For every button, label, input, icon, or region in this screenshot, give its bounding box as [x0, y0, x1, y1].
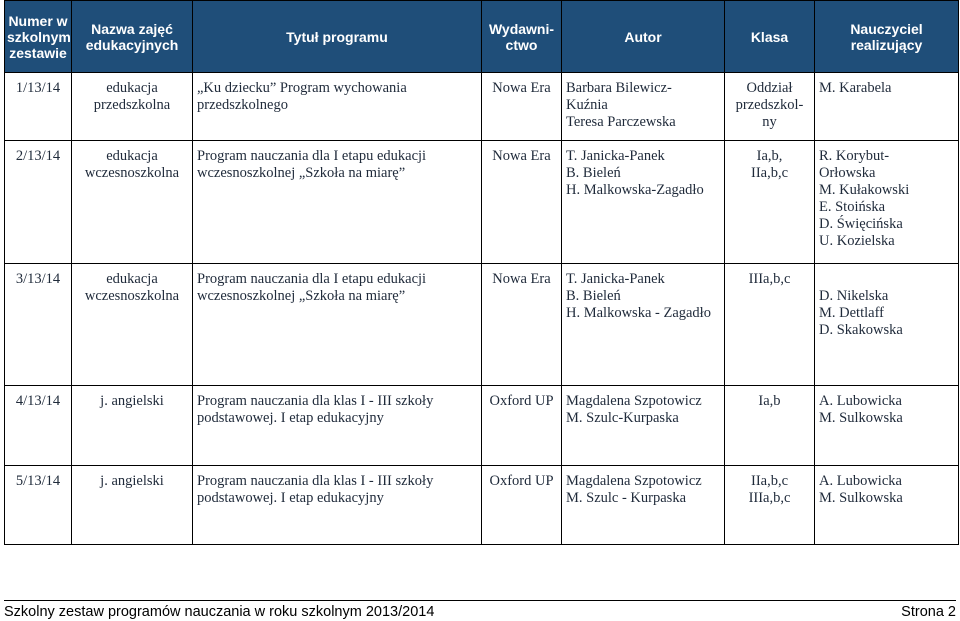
programs-table	[4, 0, 959, 545]
cell-autor-line: M. Szulc-Kurpaska	[566, 410, 679, 426]
cell-nauczyciel-line: M. Karabela	[819, 80, 892, 96]
table-row	[5, 73, 959, 141]
cell-nazwa-line: wczesnoszkolna	[84, 288, 180, 304]
cell-nauczyciel	[815, 386, 959, 466]
cell-klasa-line: IIIa,b,c	[748, 271, 791, 287]
cell-numer	[5, 466, 72, 545]
cell-klasa-line: ny	[762, 114, 777, 130]
cell-nazwa-line: wczesnoszkolna	[84, 165, 180, 181]
cell-tytul-line: podstawowej. I etap edukacyjny	[197, 490, 384, 506]
cell-autor	[562, 466, 725, 545]
cell-klasa-line: IIIa,b,c	[748, 490, 791, 506]
cell-autor-line: B. Bieleń	[566, 288, 621, 304]
cell-klasa-line: IIa,b,c	[750, 473, 789, 489]
cell-tytul-line: „Ku dziecku” Program wychowania	[197, 80, 407, 96]
cell-nauczyciel-line: E. Stoińska	[819, 199, 886, 215]
cell-nazwa	[72, 466, 193, 545]
header-nauczyciel: Nauczyciel realizujący	[815, 1, 959, 73]
header-row	[5, 1, 959, 73]
cell-tytul	[193, 466, 482, 545]
cell-nauczyciel-line: M. Sulkowska	[819, 410, 903, 426]
cell-wydawnictwo	[482, 73, 562, 141]
cell-nazwa	[72, 386, 193, 466]
cell-nauczyciel-line: D. Święcińska	[819, 216, 903, 232]
cell-wydawnictwo	[482, 264, 562, 386]
cell-autor-line: T. Janicka-Panek	[566, 148, 665, 164]
cell-nazwa-line: przedszkolna	[93, 97, 171, 113]
cell-nazwa-line: j. angielski	[100, 473, 164, 489]
cell-autor	[562, 386, 725, 466]
cell-numer-text: 2/13/14	[15, 148, 61, 164]
cell-nauczyciel-line: U. Kozielska	[819, 233, 895, 249]
cell-tytul	[193, 386, 482, 466]
cell-tytul-line: podstawowej. I etap edukacyjny	[197, 410, 384, 426]
cell-klasa	[725, 141, 815, 264]
header-nazwa: Nazwa zajęć edukacyjnych	[72, 1, 193, 73]
cell-wydawnictwo-text: Oxford UP	[489, 393, 554, 409]
cell-numer-text: 3/13/14	[15, 271, 61, 287]
cell-tytul-line: wczesnoszkolnej „Szkoła na miarę”	[197, 165, 406, 181]
cell-nauczyciel-line: M. Dettlaff	[819, 305, 884, 321]
footer-title: Szkolny zestaw programów nauczania w roku szkolnym 2013/2014	[4, 604, 435, 620]
cell-nauczyciel	[815, 73, 959, 141]
cell-nauczyciel-line: D. Nikelska	[819, 288, 889, 304]
cell-nauczyciel	[815, 466, 959, 545]
header-tytul: Tytuł programu	[193, 1, 482, 73]
header-wydawnictwo: Wydawni-ctwo	[482, 1, 562, 73]
cell-autor-line: M. Szulc - Kurpaska	[566, 490, 687, 506]
cell-tytul-line: Program nauczania dla klas I - III szkoły	[197, 393, 434, 409]
table-row	[5, 466, 959, 545]
table-row	[5, 141, 959, 264]
cell-autor-line: Barbara Bilewicz-	[566, 80, 672, 96]
cell-nazwa	[72, 141, 193, 264]
cell-numer	[5, 141, 72, 264]
cell-wydawnictwo	[482, 386, 562, 466]
table-row	[5, 386, 959, 466]
cell-klasa	[725, 386, 815, 466]
cell-tytul	[193, 73, 482, 141]
header-klasa: Klasa	[725, 1, 815, 73]
cell-klasa	[725, 466, 815, 545]
cell-autor	[562, 73, 725, 141]
table-row	[5, 264, 959, 386]
cell-tytul-line: Program nauczania dla klas I - III szkoły	[197, 473, 434, 489]
cell-klasa-line: Ia,b	[758, 393, 781, 409]
cell-autor	[562, 141, 725, 264]
cell-nazwa-line: edukacja	[106, 271, 158, 287]
cell-numer-text: 1/13/14	[15, 80, 61, 96]
cell-nauczyciel-line: R. Korybut-	[819, 148, 890, 164]
cell-nauczyciel-line: M. Kułakowski	[819, 182, 910, 198]
cell-wydawnictwo-text: Nowa Era	[492, 271, 551, 287]
cell-wydawnictwo-text: Nowa Era	[492, 80, 551, 96]
cell-nazwa-line: j. angielski	[100, 393, 164, 409]
cell-numer	[5, 264, 72, 386]
cell-autor-line: Magdalena Szpotowicz	[566, 393, 702, 409]
cell-nazwa	[72, 264, 193, 386]
cell-wydawnictwo	[482, 466, 562, 545]
cell-autor-line: Magdalena Szpotowicz	[566, 473, 702, 489]
cell-klasa-line: Ia,b,	[756, 148, 783, 164]
cell-autor-line: H. Malkowska - Zagadło	[566, 305, 711, 321]
cell-tytul	[193, 141, 482, 264]
header-numer: Numer w szkolnym zestawie	[5, 1, 72, 73]
cell-tytul-line: Program nauczania dla I etapu edukacji	[197, 148, 427, 164]
cell-autor-line: Teresa Parczewska	[566, 114, 676, 130]
cell-autor-line: T. Janicka-Panek	[566, 271, 665, 287]
cell-numer-text: 5/13/14	[15, 473, 61, 489]
cell-tytul-line: przedszkolnego	[197, 97, 288, 113]
cell-wydawnictwo-text: Nowa Era	[492, 148, 551, 164]
cell-autor-line: B. Bieleń	[566, 165, 621, 181]
cell-klasa	[725, 73, 815, 141]
cell-wydawnictwo-text: Oxford UP	[489, 473, 554, 489]
cell-nauczyciel-line: D. Skakowska	[819, 322, 903, 338]
cell-tytul-line: Program nauczania dla I etapu edukacji	[197, 271, 427, 287]
cell-nazwa-line: edukacja	[106, 80, 158, 96]
cell-klasa-line: przedszkol-	[735, 97, 804, 113]
cell-nauczyciel-line	[819, 271, 954, 288]
cell-nazwa-line: edukacja	[106, 148, 158, 164]
cell-numer	[5, 73, 72, 141]
cell-numer-text: 4/13/14	[15, 393, 61, 409]
cell-autor	[562, 264, 725, 386]
page-number: Strona 2	[901, 604, 956, 620]
page-footer	[4, 600, 956, 620]
cell-nauczyciel	[815, 141, 959, 264]
cell-nauczyciel	[815, 264, 959, 386]
cell-wydawnictwo	[482, 141, 562, 264]
cell-tytul	[193, 264, 482, 386]
cell-autor-line: Kuźnia	[566, 97, 608, 113]
cell-nauczyciel-line: Orłowska	[819, 165, 876, 181]
cell-tytul-line: wczesnoszkolnej „Szkoła na miarę”	[197, 288, 406, 304]
cell-nauczyciel-line: M. Sulkowska	[819, 490, 903, 506]
header-autor: Autor	[562, 1, 725, 73]
cell-klasa-line: Oddział	[746, 80, 793, 96]
cell-klasa-line: IIa,b,c	[750, 165, 789, 181]
cell-autor-line: H. Malkowska-Zagadło	[566, 182, 704, 198]
cell-nauczyciel-line: A. Lubowicka	[819, 393, 902, 409]
cell-nazwa	[72, 73, 193, 141]
cell-numer	[5, 386, 72, 466]
cell-klasa	[725, 264, 815, 386]
cell-nauczyciel-line: A. Lubowicka	[819, 473, 902, 489]
